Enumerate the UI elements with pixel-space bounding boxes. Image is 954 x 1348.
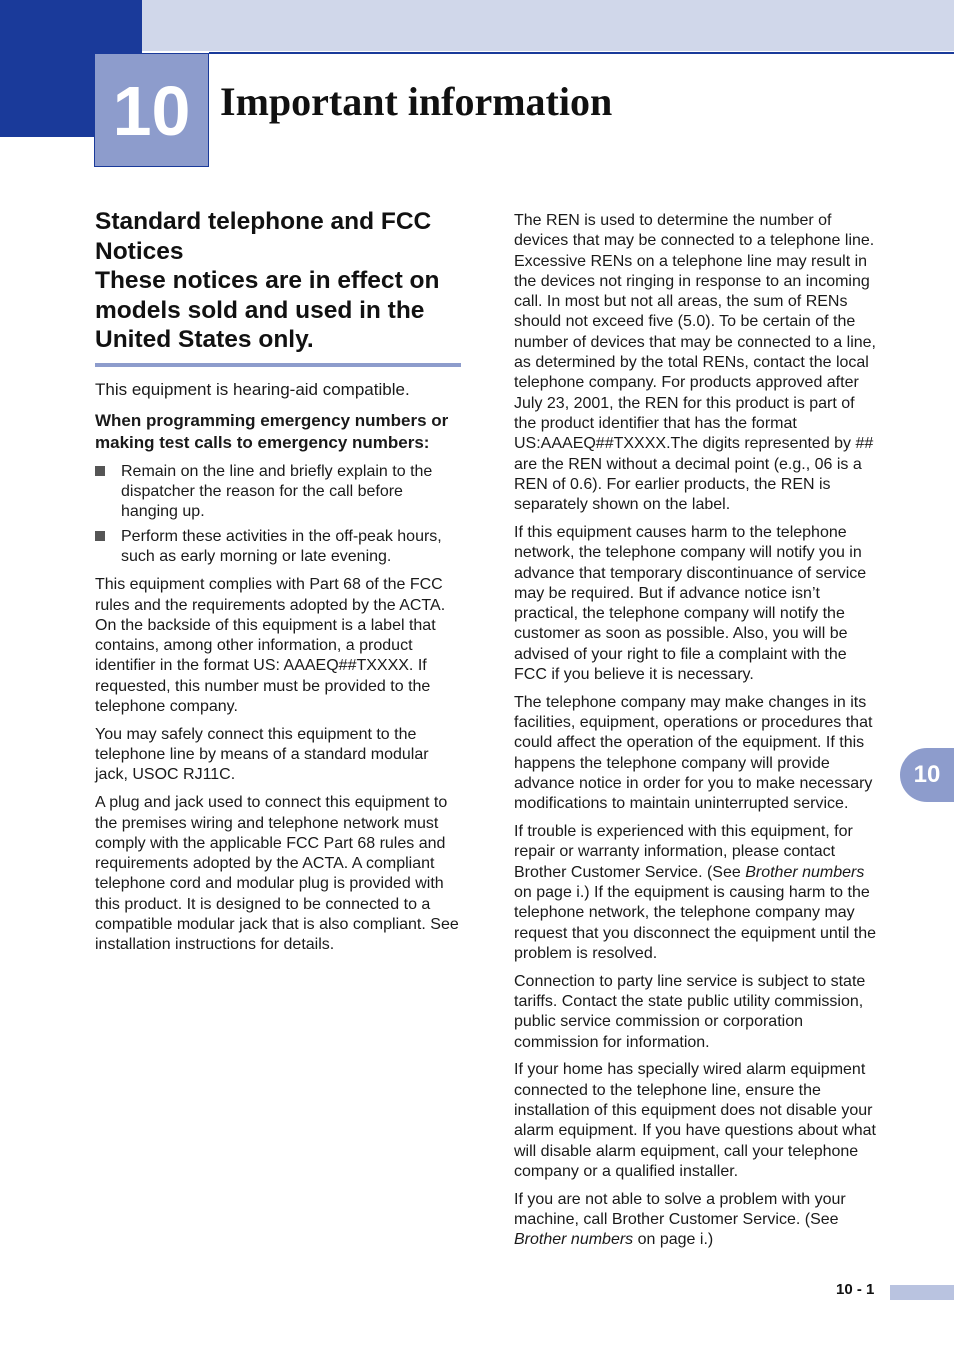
left-column (95, 207, 461, 963)
square-bullet-icon (95, 531, 105, 541)
section-heading-line: Notices (95, 237, 184, 265)
paragraph: If this equipment causes harm to the telephone network, the telephone company will notify you in advance that temporary discontinuance of service may be required. But if advance notice isn’t practical, the telephone company will notify the customer as soon as possible. Also, you will be advised of your right to file a complaint with the FCC if you believe it is necessary. (514, 523, 867, 684)
paragraph: The REN is used to determine the number of devices that may be connected to a telephone line. Excessive RENs on a telephone line may result in the devices not ringing in response to an incoming call. In most but not all areas, the sum of RENs should not exceed five (5.0). To be certain of the number of devices that may be connected to a line, as determined by the total RENs, contact the local telephone company. For products approved after July 23, 2001, the REN for this product is part of the product identifier that has the format US:AAAEQ##TXXXX.The digits represented by ## are the REN without a decimal point (e.g., 06 is a REN of 0.6). For earlier products, the REN is separately shown on the label. (514, 212, 876, 514)
paragraph-text: on page i.) If the equipment is causing harm to the telephone network, the telephone company may request that you disconnect the equipment until the problem is resolved. (514, 884, 877, 962)
paragraph: You may safely connect this equipment to the telephone line by means of a standard modular jack, USOC RJ11C. (95, 725, 429, 784)
paragraph: A plug and jack used to connect this equipment to the premises wiring and telephone network must comply with the applicable FCC Part 68 rules and requirements adopted by the ACTA. A compliant telephone cord and modular plug is provided with this product. It is designed to be connected to a compatible modular jack that is also compliant. See installation instructions for details. (95, 794, 459, 954)
title-rule (209, 52, 954, 54)
list-item-text: Perform these activities in the off-peak hours, such as early morning or late evening. (121, 527, 442, 565)
section-heading-line: Standard telephone and FCC (95, 208, 432, 235)
paragraph (514, 822, 880, 964)
paragraph-text: on page i.) (633, 1231, 714, 1249)
footer-bar (890, 1285, 954, 1300)
paragraph-text: If you are not able to solve a problem with your machine, call Brother Customer Service. (See (514, 1190, 846, 1228)
section-heading-line: These notices are in effect on (95, 267, 440, 294)
header-band (142, 0, 954, 51)
section-heading-line: United States only. (95, 326, 314, 353)
square-bullet-icon (95, 466, 105, 476)
brother-numbers-link[interactable]: Brother numbers (745, 863, 865, 881)
chapter-side-tab[interactable]: 10 (900, 748, 954, 802)
list-item (95, 462, 461, 523)
chapter-number: 10 (94, 53, 209, 167)
hearing-aid-note: This equipment is hearing-aid compatible. (95, 379, 410, 399)
paragraph (514, 1190, 880, 1251)
list-item-text: Remain on the line and briefly explain to the dispatcher the reason for the call before hanging up. (121, 462, 433, 521)
emergency-subheading: When programming emergency numbers or making test calls to emergency numbers: (95, 410, 449, 452)
brother-numbers-link[interactable]: Brother numbers (514, 1231, 634, 1249)
chapter-title: Important information (220, 79, 613, 124)
paragraph: If your home has specially wired alarm equipment connected to the telephone line, ensure the installation of this equipment does not disable your alarm equipment. If you have questions about what will disable alarm equipment, call your telephone company or a qualified installer. (514, 1061, 876, 1180)
section-heading (95, 207, 461, 367)
paragraph-text: If trouble is experienced with this equipment, for repair or warranty information, please contact Brother Customer Service. (See (514, 823, 853, 881)
right-column (514, 211, 880, 1258)
emergency-list (95, 462, 461, 567)
section-heading-line: models sold and used in the (95, 296, 425, 324)
list-item (95, 527, 461, 568)
page-number: 10 - 1 (836, 1281, 875, 1298)
paragraph: The telephone company may make changes in its facilities, equipment, operations or procedures that could affect the operation of the equipment. If this happens the telephone company will provide advance notice in order for you to make necessary modifications to maintain uninterrupted service. (514, 693, 873, 813)
paragraph: Connection to party line service is subject to state tariffs. Contact the state public utility commission, public service commission or corporation commission for information. (514, 972, 866, 1051)
paragraph: This equipment complies with Part 68 of the FCC rules and the requirements adopted by the ACTA. On the backside of this equipment is a label that contains, among other information, a product identifier in the format US: AAAEQ##TXXXX. If requested, this number must be provided to the telephone company. (95, 576, 446, 716)
